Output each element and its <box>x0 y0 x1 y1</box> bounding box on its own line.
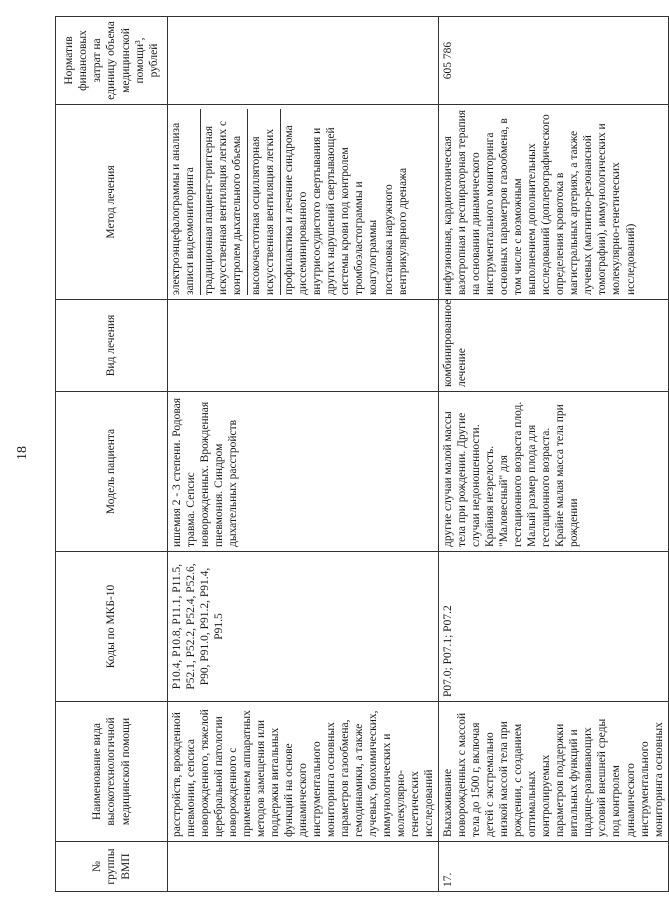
row-cont-codes: P10.4, P10.8, P11.1, P11.5, P52.1, P52.2, P52.4, P52.6, P90, P91.0, P91.2, P91.4, P91.5 <box>168 552 439 702</box>
row17-codes: P07.0; P07.1; P07.2 <box>439 552 668 702</box>
header-model: Модель пациента <box>56 392 168 552</box>
page-number: 18 <box>15 446 30 460</box>
header-kind: Вид лечения <box>56 300 168 392</box>
row-cont-kind <box>168 300 439 392</box>
method-item: постановка наружного вентрикулярного дренажа <box>383 167 410 295</box>
table-row <box>168 17 439 892</box>
vmp-table-rotated <box>55 17 665 892</box>
method-item: электроэнцефалограммы и анализа записи видеомониторинга <box>170 122 197 295</box>
row17-method: инфузионная, кардиотоническая вазотропная и респираторная терапия на основании динамического инструментального мониторинга основных параметров газообмена, в том числе с возможным выполнением дополнительных исследований (доплерографического определения кровотока в магистральных артериях, а также лучевых (магнитно-резонансной томографии), иммунологических и молекулярно-генетических исследований) <box>439 105 668 300</box>
row17-model: другие случаи малой массы тела при рождении. Другие случаи недоношенности. Крайняя незрелость. "Маловесный" для гестационного возраста плод. Малый размер плода для гестационного возраста. Крайне малая масса тела при рождении <box>439 392 668 552</box>
header-norm: Норматив финансовых затрат на единицу объема медицинской помощи³, рублей <box>56 17 168 105</box>
row17-kind: комбинированное лечение <box>439 300 668 392</box>
method-item: высокочастотная осцилляторная искусственная вентиляция легких <box>247 109 278 295</box>
row17-norm: 605 786 <box>439 17 668 105</box>
table-header-row <box>56 17 168 892</box>
row17-name: Выхаживание новорожденных с массой тела до 1500 г, включая детей с экстремально низкой массой тела при рождении, с созданием оптимальных контролируемых параметров поддержки витальных функций и щадяще-развивающих условий внешней среды под контролем динамического инструментального мониторинга основных <box>439 702 668 842</box>
row17-num: 17. <box>439 842 668 892</box>
header-num: № группы ВМП <box>56 842 168 892</box>
row-cont-methods <box>168 105 439 300</box>
row-cont-name: расстройств, врожденной пневмонии, сепсиса новорожденного, тяжелой церебральной патологии новорожденного с применением аппаратных методов замещения или поддержки витальных функций на основе динамического инструментального мониторинга основных параметров газообмена, гемодинамики, а также лучевых, биохимических, иммунологических и молекулярно-генетических исследований <box>168 702 439 842</box>
table-row <box>439 17 668 892</box>
header-name: Наименование вида высокотехнологичной медицинской помощи <box>56 702 168 842</box>
row-cont-model: ишемия 2 - 3 степени. Родовая травма. Сепсис новорожденных. Врожденная пневмония. Синдром дыхательных расстройств <box>168 392 439 552</box>
header-method: Метод лечения <box>56 105 168 300</box>
method-item: традиционная пациент-триггерная искусственная вентиляция легких с контролем дыхательного объема <box>200 109 245 295</box>
vmp-table <box>55 16 669 892</box>
row-cont-norm <box>168 17 439 105</box>
row-cont-num <box>168 842 439 892</box>
method-item: профилактика и лечение синдрома диссеминированного внутрисосудистого свертывания и других нарушений свертывающей системы крови под контролем тромбоэластограммы и коагулограммы <box>280 109 381 295</box>
header-codes: Коды по МКБ-10 <box>56 552 168 702</box>
